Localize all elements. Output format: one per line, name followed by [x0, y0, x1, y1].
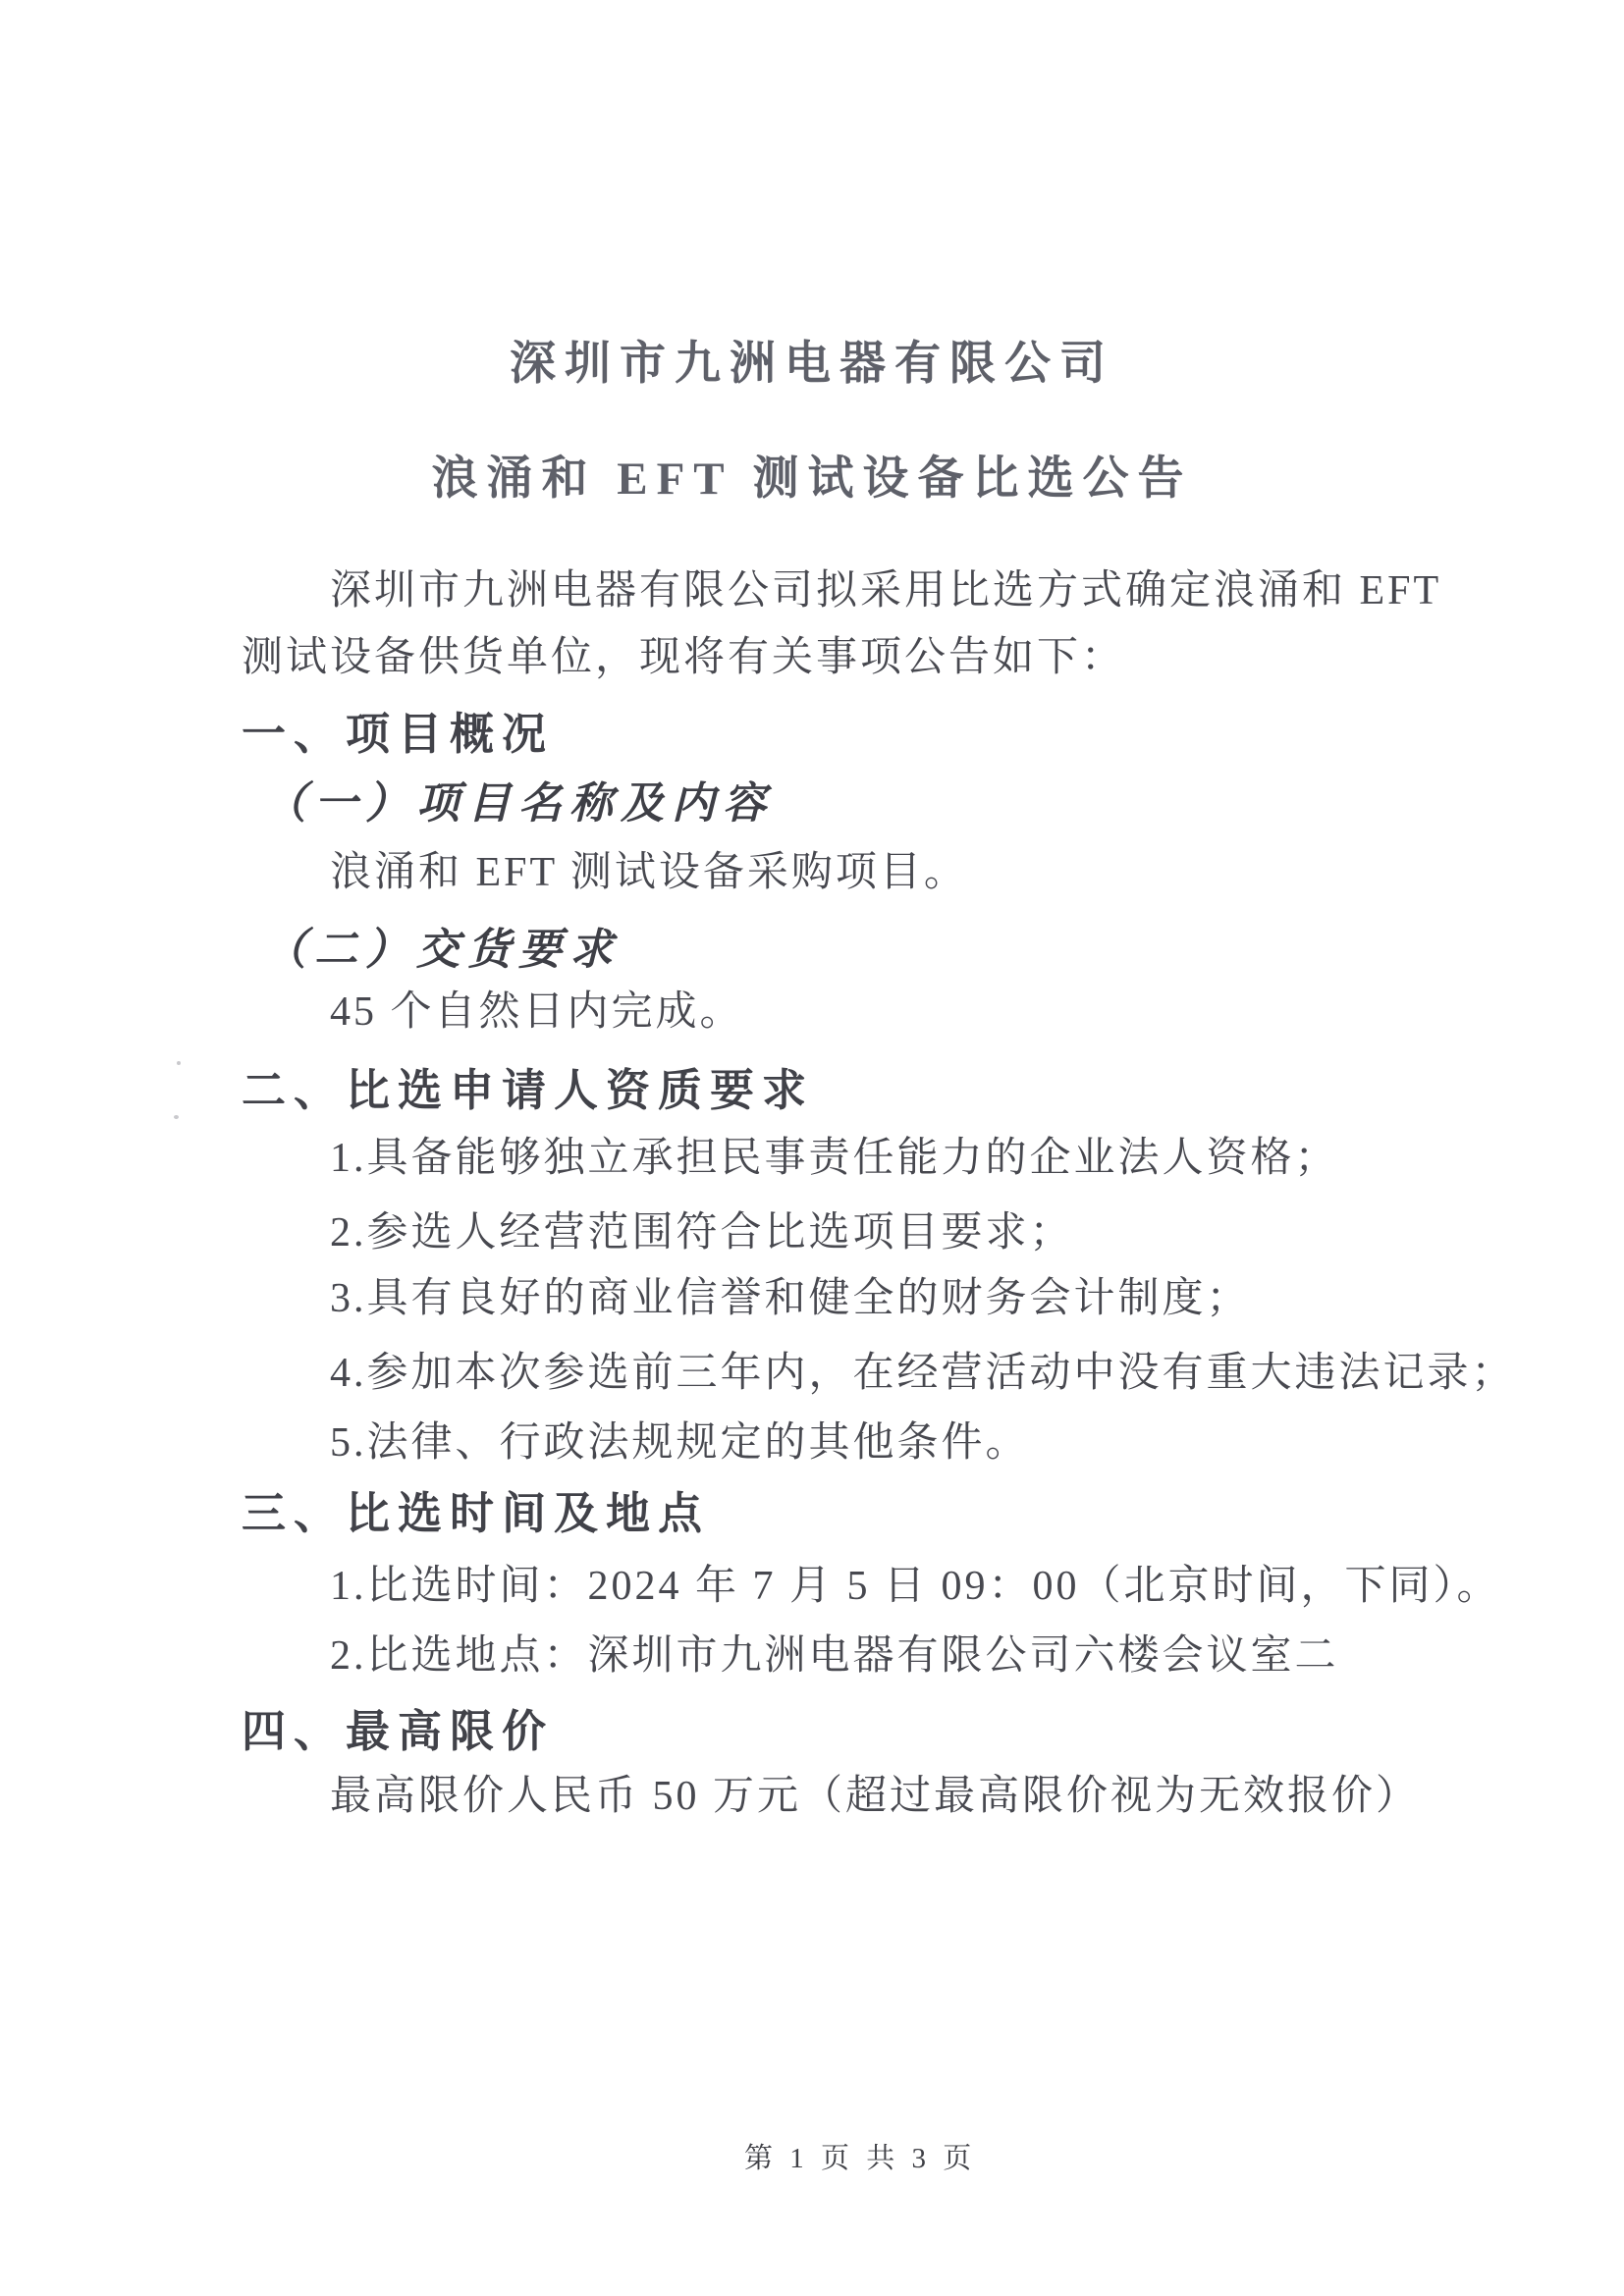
intro-line-1: 深圳市九洲电器有限公司拟采用比选方式确定浪涌和 EFT	[330, 568, 1442, 614]
page-number-footer: 第 1 页 共 3 页	[744, 2143, 977, 2174]
section-3-item-2: 2.比选地点：深圳市九洲电器有限公司六楼会议室二	[330, 1633, 1339, 1679]
section-2-item-2: 2.参选人经营范围符合比选项目要求；	[330, 1210, 1074, 1255]
section-3-heading: 三、比选时间及地点	[242, 1488, 711, 1538]
section-2-item-1: 1.具备能够独立承担民事责任能力的企业法人资格；	[330, 1136, 1339, 1181]
intro-line-2: 测试设备供货单位，现将有关事项公告如下：	[242, 635, 1126, 680]
subsection-1-2-heading: （二）交货要求	[263, 926, 621, 974]
section-4-heading: 四、最高限价	[242, 1706, 555, 1756]
section-2-item-4: 4.参加本次参选前三年内，在经营活动中没有重大违法记录；	[330, 1351, 1516, 1396]
section-4-body: 最高限价人民币 50 万元（超过最高限价视为无效报价）	[330, 1774, 1421, 1819]
company-title: 深圳市九洲电器有限公司	[510, 339, 1114, 390]
section-1-heading: 一、项目概况	[242, 709, 555, 759]
scan-speck	[174, 1115, 179, 1119]
announcement-title: 浪涌和 EFT 测试设备比选公告	[431, 454, 1193, 505]
section-2-item-3: 3.具有良好的商业信誉和健全的财务会计制度；	[330, 1276, 1251, 1321]
section-2-heading: 二、比选申请人资质要求	[242, 1065, 815, 1115]
section-3-item-1: 1.比选时间：2024 年 7 月 5 日 09：00（北京时间，下同）。	[330, 1564, 1501, 1609]
scan-speck	[177, 1061, 181, 1065]
subsection-1-2-body: 45 个自然日内完成。	[330, 989, 744, 1035]
subsection-1-1-heading: （一）项目名称及内容	[263, 779, 774, 828]
section-2-item-5: 5.法律、行政法规规定的其他条件。	[330, 1420, 1030, 1466]
subsection-1-1-body: 浪涌和 EFT 测试设备采购项目。	[330, 850, 968, 895]
